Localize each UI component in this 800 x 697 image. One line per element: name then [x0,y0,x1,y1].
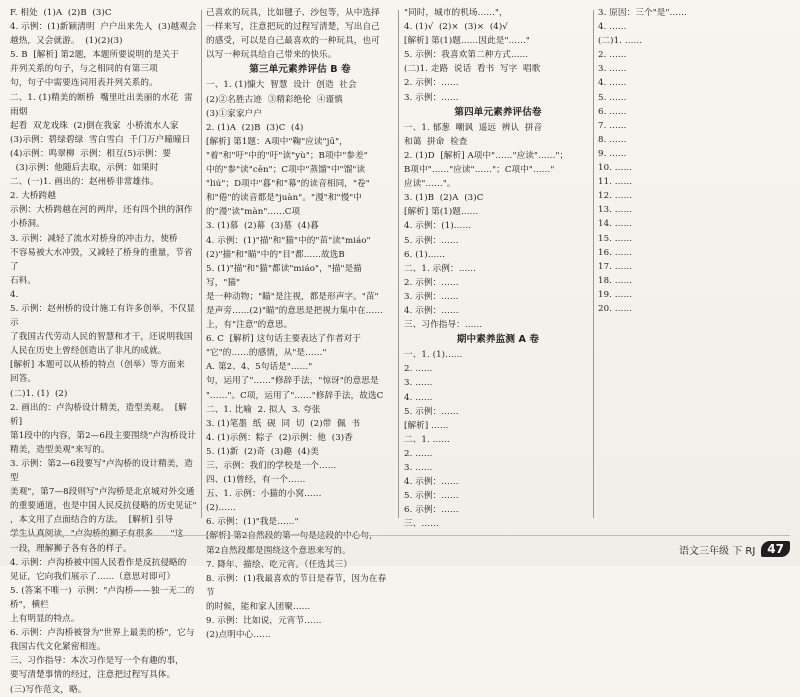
answer-line: 4. 示例：…… [404,477,459,488]
page-footer [679,540,790,558]
answer-line: 9. 示例：比如说，元宵节…… [206,616,322,627]
answer-line: (二)1. (1) (2) [10,388,68,399]
page-number: 47 [761,541,790,557]
answer-line: 2. 画出的：卢沟桥设计精美，造型美观。 [解析] [10,402,187,427]
column-divider [398,10,399,518]
answer-line: 6. C [解析] 这句话主要表达了作者对于 [206,334,362,345]
answer-line: 不容易被大水冲毁，又减轻了桥身的重量，节省了 [10,247,193,272]
answer-line: 3. (1)B (2)A (3)C [404,193,484,204]
answer-line: 3. 原因：三个"是"…… [598,8,687,18]
answer-line: 期中素养监测 A 卷 [456,334,540,346]
answer-line: "liú"；D项中"暮"和"幕"的读音相同，"卷" [206,179,370,190]
answer-line: 2. …… [404,364,433,375]
answer-line: F. 相处 (1)A (2)B (3)C [10,8,112,18]
answer-line: 12. …… [598,191,633,202]
answer-line: (2)②名胜古迹 ③精彩绝伦 ④谨慎 [206,94,343,105]
answer-line: 13. …… [598,205,633,216]
answer-line: 三、…… [404,519,439,530]
answer-line: 和蔼 拼命 检查 [404,136,468,147]
answer-line: (二)1. 走路 说话 看书 写字 唱歌 [404,64,541,75]
answer-line: [解析] …… [404,420,449,431]
answer-line: 石料。 [10,275,37,286]
answer-line: 8. …… [598,134,627,145]
answer-line: 2. (1)D [解析] A项中"……"应读"……"； [404,150,569,161]
answer-line: 以写一种玩具给自己带来的快乐。 [206,50,337,61]
answer-line: 4. …… [598,22,627,33]
column-4 [598,6,786,526]
answer-line: 5. 示例：…… [404,406,459,417]
answer-line: 一、1. (1)慷大 智慧 设计 创造 社会 [206,80,357,91]
answer-line: 第2自然段都是围绕这个意思来写的。 [206,545,351,556]
answer-line: 7. …… [598,120,627,131]
answer-line: 并列关系的句子，与之相同的有第三项 [10,64,158,75]
column-divider [201,10,202,518]
answer-line: (2)"描"和"瞄"中的"目"都……故选B [206,249,345,260]
answer-line: 句，运用了"……"修辞手法，"惊讶"的意思是 [206,376,379,387]
answer-line: 精美，造型美观"来写的。 [10,444,110,455]
answer-line: A. 第2、4、5句话是"……" [206,362,313,373]
answer-line: 20. …… [598,303,633,314]
answer-line: [解析] 第2自然段的第一句是这段的中心句， [206,531,378,542]
answer-line: 见证，它向我们展示了……（意思对即可） [10,571,176,582]
answer-line: 我国古代文化紧密相连。 [10,642,106,653]
answer-line: 2. …… [598,50,627,61]
answer-line: 4. …… [404,392,433,403]
answer-line: 二、1. 示例：…… [404,263,477,274]
answer-line: 2. 大桥跨越 [10,191,57,202]
answer-line: 5. (答案不唯一) 示例："卢沟桥——独一无二的桥"，横栏 [10,585,195,610]
column-3 [404,6,592,530]
answer-line: 的重要通道，也是中国人民反抗侵略的历史见证" [10,501,197,512]
answer-line: 三、习作指导：本次习作是写一个有趣的事， [10,656,184,667]
answer-line: 应读"……"。 [404,179,456,190]
answer-line: B项中"……"应读"……"；C项中"……" [404,165,555,176]
subject-label: 语文三年级 下 RJ [679,545,756,557]
answer-line: 一样来写，注意把玩的过程写清楚，写出自己 [206,22,380,33]
answer-line: 2. 示例：…… [404,277,459,288]
answer-line: 己喜欢的玩具，比如毽子、沙包等，从中选择 [206,8,380,18]
answer-line: 起看 双龙戏珠 (2)倒在我家 小桥流水人家 [10,120,179,131]
answer-line: 6. …… [598,106,627,117]
answer-line: 三、习作指导：…… [404,320,483,331]
answer-line: 5. 示例：赵州桥的设计施工有许多创举，不仅显示 [10,303,196,329]
answer-line: 上，有"注意"的意思。 [206,320,293,331]
answer-line: (4)示例：鸣翠柳 示例：相互(5)示例：要 [10,148,172,159]
answer-line: 的"漫"读"màn"……C项 [206,207,301,218]
answer-line: 是一种动物；"瞄"是注视，都是形声字。"苗" [206,291,379,302]
answer-line: 四、(1)曾经，有一个…… [206,475,306,486]
column-1 [10,6,198,695]
answer-line: (3)示例：他随后去取，示例：如果时 [10,163,159,174]
answer-line: 4. 示例：(1)…… [404,221,472,232]
answer-line: 5. 示例：我喜欢第二种方式…… [404,50,529,61]
answer-line: 3. 示例：第2—6段要写"卢沟桥的设计精美，造型 [10,459,193,484]
answer-line: [解析] 本题可以从桥的特点（创举）等方面来 [10,360,185,371]
answer-line: 第三单元素养评估 B 卷 [249,64,351,76]
column-2 [206,6,394,641]
answer-line: [解析] 第1题：A项中"鞠"应读"jū"， [206,136,348,147]
answer-line: 4. [10,289,19,300]
answer-line: 二、1. (1)精美的断桥 嘴里吐出美丽的水花 雷雨烟 [10,92,193,117]
answer-line: 11. …… [598,177,633,188]
answer-line: 二、(一)1. 画出的：赵州桥非常雄伟。 [10,177,159,188]
answer-line: (二)1. …… [598,36,643,47]
answer-line: [解析] 第(1)题…… [404,207,479,218]
answer-line: (3)①家家户户 [206,108,262,119]
answer-line: 了我国古代劳动人民的智慧和才干，还说明我国 [10,332,193,343]
answer-line: 3. 示例：减轻了流水对桥身的冲击力，使桥 [10,233,178,244]
answer-line: 2. (1)A (2)B (3)C (4) [206,122,304,133]
answer-line: 第四单元素养评估卷 [454,106,542,118]
answer-line: 美观"，第7—8段则写"卢沟桥是北京城对外交通 [10,487,195,498]
answer-line: 15. …… [598,233,633,244]
answer-line: 越热，又会就游。 (1)(2)(3) [10,36,123,47]
answer-line: 3. (1)笔墨 纸 砚 同 切 (2)带 佩 书 [206,418,361,429]
answer-line: 学生认真阅读，"卢沟桥的狮子有很多……"这 [10,529,184,540]
answer-line: 要写清楚事情的经过，注意把过程写具体。 [10,670,176,681]
answer-line: 一、1. (1)…… [404,350,463,361]
answer-line: 和"倦"的读音都是"juàn"。"漫"和"慢"中 [206,193,363,204]
footer-rule [10,535,790,536]
answer-line: 3. 示例：…… [404,291,459,302]
answer-line: 3. 示例：…… [404,92,459,103]
answer-line: 4. 示例：(1)新颖清明 户户出来先人 (3)越观会 [10,22,197,33]
answer-line: 5. (1)"描"和"猫"都读"miáo"，"描"是描写，"猫" [206,263,362,288]
answer-line: 3. (1)慕 (2)幕 (3)墓 (4)暮 [206,221,319,232]
answer-line: 5. B [解析] 第2题，本题所要说明的是关于 [10,50,180,61]
answer-line: 18. …… [598,275,633,286]
answer-line: 中的"参"读"cēn"；C项中"蒸馏"中"馏"读 [206,165,366,176]
answer-line: (3)示例：碧绿碧绿 雪白雪白 千门万户曈曈日 [10,134,191,145]
answer-line: 句，句子中需要连词用表并列关系的。 [10,78,158,89]
answer-line: 是声旁……(2)"瞄"的意思是把视力集中在…… [206,305,384,316]
answer-line: 5. 示例：…… [404,491,459,502]
column-divider [593,10,594,518]
answer-line: 三、示例：我们的学校是一个…… [206,461,337,471]
answer-line: 3. …… [404,378,433,389]
answer-line: 示例：大桥跨越在河的两岸，还有四个拱的洞作 [10,205,193,216]
answer-line: 6. 示例：…… [404,505,459,516]
answer-line: 8. 示例：(1)我最喜欢的节日是春节，因为在春节 [206,573,387,598]
answer-line: (2)点明中心…… [206,630,271,641]
answer-line: "着"和"吁"中的"吁"读"yù"；B项中"参差" [206,150,368,161]
answer-line: 14. …… [598,219,633,230]
answer-line: 6. 示例：卢沟桥被誉为"世界上最美的桥"，它与 [10,628,195,639]
answer-line: 上有明显的特点。 [10,614,80,625]
answer-line: 3. …… [404,463,433,473]
answer-line: 6. (1)…… [404,249,446,260]
answer-line: (2)…… [206,503,236,514]
answer-line: 4. 示例：(1)"描"和"猫"中的"苗"读"miáo" [206,235,371,246]
answer-line: 一段，理解狮子各有各的样子。 [10,543,132,554]
answer-line: 7. 降年、描绘、吃元宵。（任选其三） [206,559,353,570]
answer-line: 4. 示例：卢沟桥被中国人民看作是反抗侵略的 [10,557,187,568]
answer-line: 人民在历史上曾经创造出了非凡的成就。 [10,346,167,357]
answer-line: 2. 示例：…… [404,78,459,89]
answer-line: 4. (1)√ (2)× (3)× (4)√ [404,22,508,33]
answer-line: 16. …… [598,247,633,258]
answer-line: 5. …… [598,92,627,103]
answer-line: 第1段中的内容，第2—6段主要围绕"卢沟桥设计 [10,430,196,441]
answer-line: ，本文用了点面结合的方法。 [解析] 引导 [10,515,174,526]
answer-line: 的感受，可以是自己最喜欢的一种玩具，也可 [206,36,380,47]
answer-line: (三)写作范文，略。 [10,684,87,695]
answer-line: 回答。 [10,374,37,385]
answer-line: 二、1. …… [404,434,451,445]
answer-line: "它"的……的感情，从"是……" [206,348,327,359]
answer-line: 五、1. 示例：小猫的小窝…… [206,489,322,500]
answer-line: "同时，城市的机场……"， [404,8,508,18]
answer-line: 5. (1)新 (2)奇 (3)趣 (4)美 [206,446,319,457]
answer-line: 3. …… [598,64,627,75]
answer-line: 二、1. 比喻 2. 拟人 3. 夸张 [206,404,321,415]
answer-line: [解析] 第(1)题……因此是"……" [404,36,530,47]
answer-line: 6. 示例：(1)"我是……" [206,517,299,528]
answer-line: 2. …… [404,448,433,459]
answer-line: 的时候，能和家人团聚…… [206,601,311,612]
answer-line: 19. …… [598,289,633,300]
answer-line: 一、1. 郁葱 嘲讽 遥远 辨认 拼音 [404,122,543,133]
answer-line: 4. …… [598,78,627,89]
answer-line: 4. (1)示例：粽子 (2)示例：他 (3)香 [206,432,353,443]
answer-line: 9. …… [598,148,627,159]
answer-line: 17. …… [598,261,633,272]
answer-line: 10. …… [598,163,633,174]
answer-line: 4. 示例：…… [404,305,459,316]
answer-line: 5. 示例：…… [404,235,459,246]
answer-line: "……"。C项，运用了"……"修辞手法，故选C [206,390,384,401]
answer-line: 小桥洞。 [10,219,45,230]
